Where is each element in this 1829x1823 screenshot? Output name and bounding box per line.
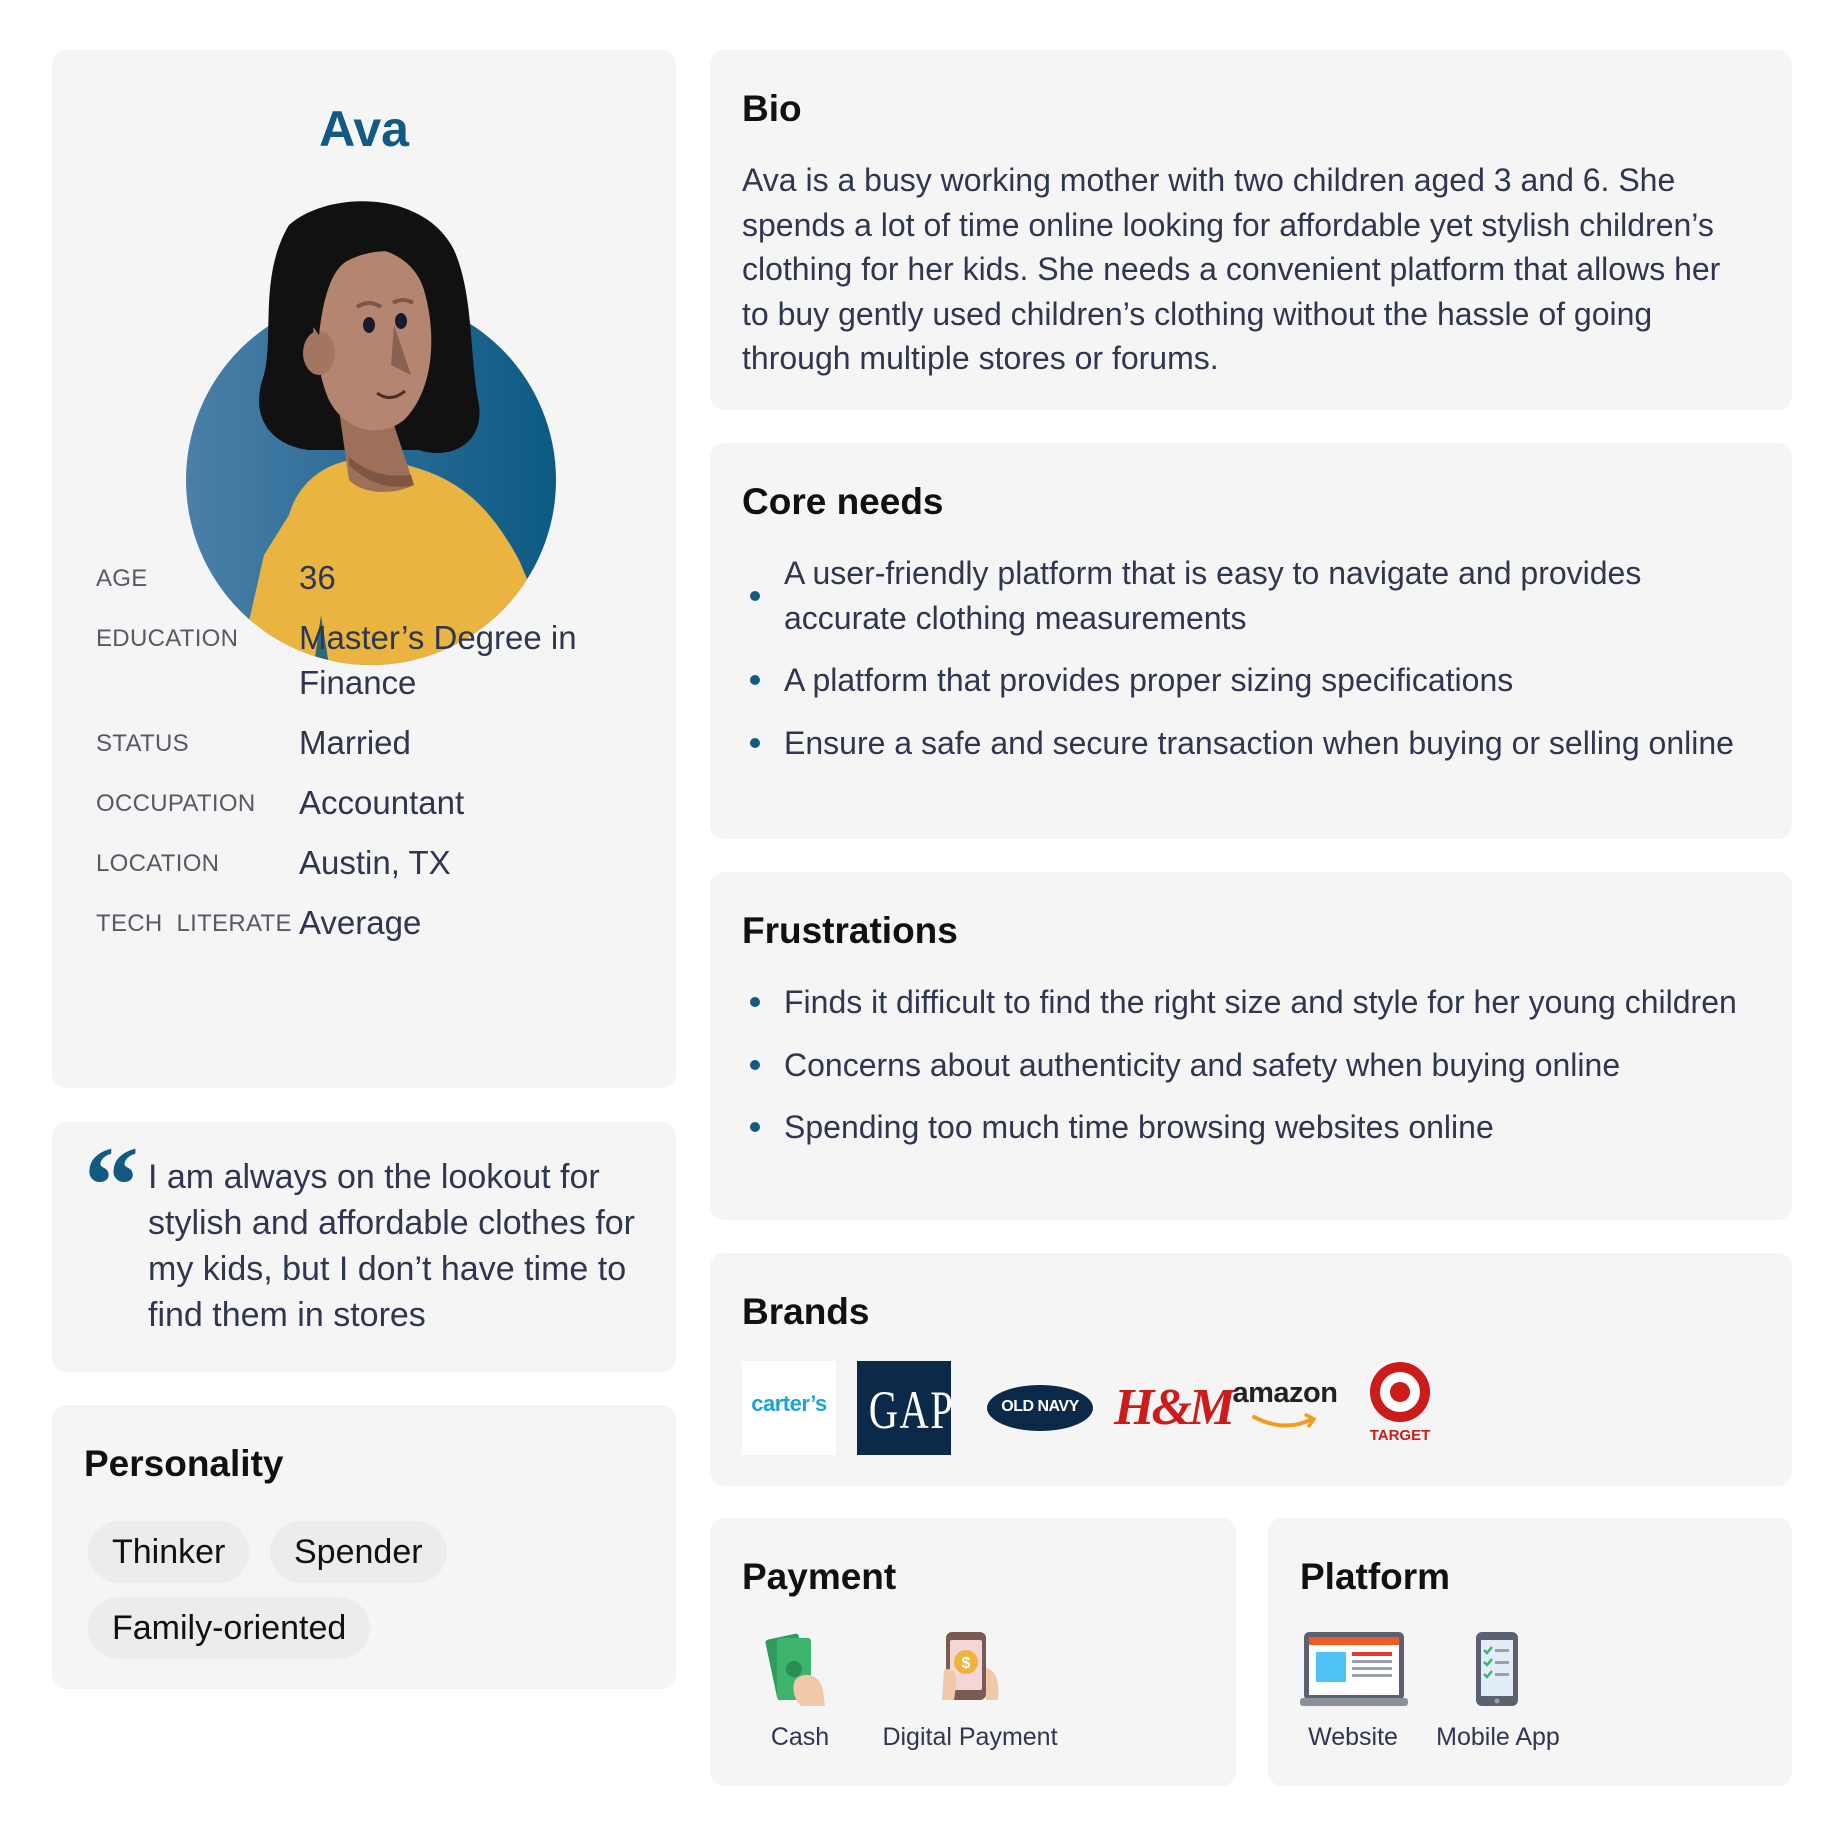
- platform-title: Platform: [1300, 1556, 1451, 1597]
- list-item-text: Spending too much time browsing websites online: [784, 1109, 1494, 1145]
- bullet-icon: [750, 1060, 760, 1070]
- info-value: 36: [299, 559, 336, 596]
- info-label: TECH LITERATE: [96, 910, 292, 937]
- info-label: LOCATION: [96, 850, 220, 877]
- frustrations-card: [710, 872, 1792, 1220]
- payment-option-label: Cash: [770, 1723, 830, 1751]
- payment-title: Payment: [742, 1556, 897, 1597]
- bullet-icon: [750, 1122, 760, 1132]
- target-logo-text: TARGET: [1369, 1427, 1431, 1444]
- frustrations-title: Frustrations: [742, 910, 958, 951]
- amazon-logo-text: amazon: [1232, 1377, 1338, 1409]
- core-needs-card: [710, 443, 1792, 839]
- personality-tag: Thinker: [88, 1521, 249, 1583]
- info-value: Average: [299, 904, 422, 941]
- core-needs-list: [742, 551, 1762, 783]
- profile-card: [52, 50, 676, 1088]
- quote-card: [52, 1122, 676, 1372]
- list-item-text: Concerns about authenticity and safety when buying online: [784, 1046, 1621, 1083]
- bullet-icon: [750, 997, 760, 1007]
- list-item: [742, 1043, 1762, 1088]
- info-label: EDUCATION: [96, 625, 239, 652]
- info-value: Austin, TX: [299, 844, 451, 881]
- digital-payment-icon: [938, 1630, 1004, 1706]
- carters-logo-text: carter’s: [751, 1391, 827, 1416]
- brands-title: Brands: [742, 1291, 870, 1332]
- list-item-text: Finds it difficult to find the right size and style for her young children: [784, 984, 1737, 1020]
- bio-text: Ava is a busy working mother with two children aged 3 and 6. She spends a lot of time online looking for affordable yet stylish children’s clothing for her kids. She needs a convenient platform that allows her to buy gently used children’s clothing without the hassle of going through multiple stores or forums.: [742, 162, 1721, 376]
- list-item: [742, 980, 1762, 1025]
- list-item-text: Ensure a safe and secure transaction when buying or selling online: [784, 724, 1734, 761]
- list-item: [742, 1105, 1762, 1150]
- hm-logo-text: H&M: [1114, 1379, 1233, 1436]
- list-item-text: A user-friendly platform that is easy to navigate and provides accurate clothing measurements: [784, 555, 1642, 636]
- bullet-icon: [750, 738, 760, 748]
- personality-title: Personality: [84, 1443, 284, 1484]
- bio-title: Bio: [742, 88, 802, 129]
- amazon-logo: [1230, 1373, 1340, 1443]
- info-value: Married: [299, 724, 411, 761]
- quote-text: I am always on the lookout for stylish and affordable clothes for my kids, but I don’t have time to find them in stores: [148, 1158, 635, 1334]
- cash-icon: [765, 1630, 831, 1706]
- bullet-icon: [750, 591, 760, 601]
- info-label: OCCUPATION: [96, 790, 256, 817]
- target-logo: [1360, 1361, 1440, 1455]
- frustrations-list: [742, 980, 1762, 1168]
- list-item-text: A platform that provides proper sizing specifications: [784, 662, 1514, 698]
- info-value: Accountant: [299, 784, 465, 821]
- platform-card: [1268, 1518, 1792, 1786]
- list-item: [742, 721, 1762, 766]
- quote-mark-icon: “: [84, 1124, 139, 1246]
- payment-option-label: Digital Payment: [882, 1723, 1058, 1751]
- amazon-smile-icon: [1250, 1413, 1320, 1433]
- svg-text:$: $: [961, 1655, 971, 1672]
- platform-option-label: Website: [1308, 1723, 1398, 1751]
- info-label: AGE: [96, 565, 148, 592]
- personality-tag: Family-oriented: [88, 1597, 370, 1659]
- old-navy-logo-text: OLD NAVY: [1001, 1398, 1079, 1415]
- bullet-icon: [750, 675, 760, 685]
- mobile-app-icon: [1474, 1630, 1520, 1708]
- bio-card: [710, 50, 1792, 410]
- info-label: STATUS: [96, 730, 189, 757]
- payment-card: [710, 1518, 1236, 1786]
- target-bullseye-icon: [1369, 1361, 1431, 1423]
- info-value: Master’s Degree in Finance: [299, 619, 577, 701]
- platform-option-label: Mobile App: [1436, 1723, 1560, 1751]
- gap-logo: [857, 1361, 955, 1455]
- website-icon: [1300, 1630, 1408, 1708]
- list-item: [742, 551, 1762, 640]
- gap-logo-text: GAP: [868, 1380, 955, 1440]
- core-needs-title: Core needs: [742, 481, 944, 522]
- personality-card: [52, 1405, 676, 1689]
- carters-logo: [742, 1361, 836, 1455]
- hm-logo: [1114, 1368, 1233, 1448]
- old-navy-logo: [987, 1385, 1093, 1431]
- list-item: [742, 658, 1762, 703]
- brands-card: [710, 1253, 1792, 1486]
- personality-tag: Spender: [270, 1521, 447, 1583]
- persona-name: Ava: [319, 101, 409, 157]
